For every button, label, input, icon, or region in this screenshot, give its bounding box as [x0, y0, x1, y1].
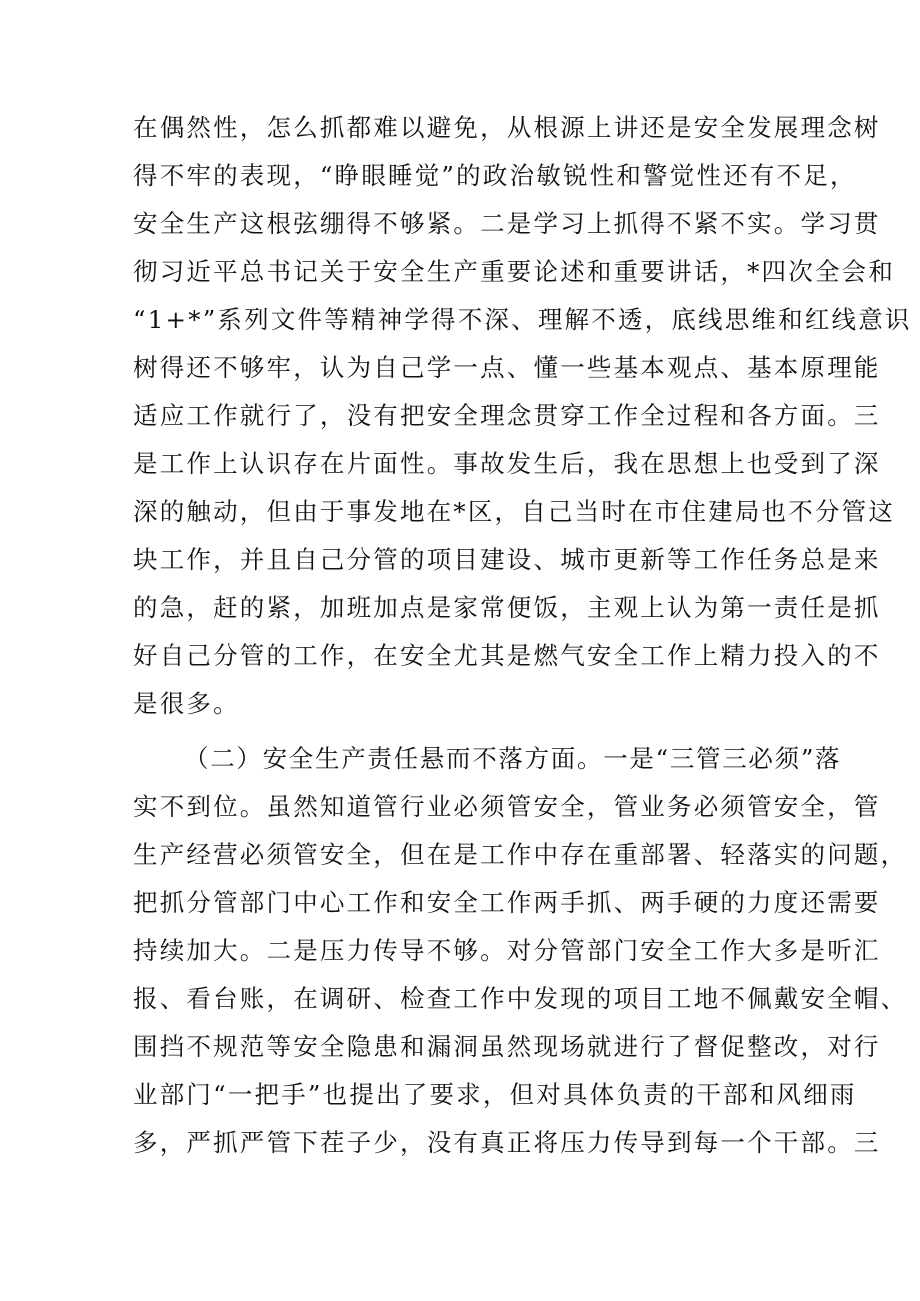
text-line: 生产经营必须管安全，但在是工作中存在重部署、轻落实的问题，	[133, 840, 908, 869]
text-line: 安全生产这根弦绷得不够紧。二是学习上抓得不紧不实。学习贯	[133, 209, 881, 238]
text-line: 持续加大。二是压力传导不够。对分管部门安全工作大多是听汇	[133, 936, 881, 965]
text-line: “1+*”系列文件等精神学得不深、理解不透，底线思维和红线意识	[133, 305, 912, 334]
text-line: 适应工作就行了，没有把安全理念贯穿工作全过程和各方面。三	[133, 401, 881, 430]
text-line: 是很多。	[133, 689, 240, 718]
text-line: 在偶然性，怎么抓都难以避免，从根源上讲还是安全发展理念树	[133, 113, 881, 142]
text-line: 围挡不规范等安全隐患和漏洞虽然现场就进行了督促整改，对行	[133, 1032, 881, 1061]
text-line: 业部门“一把手”也提出了要求，但对具体负责的干部和风细雨	[133, 1080, 857, 1109]
text-line: 块工作，并且自己分管的项目建设、城市更新等工作任务总是来	[133, 545, 881, 574]
text-line: 报、看台账，在调研、检查工作中发现的项目工地不佩戴安全帽、	[133, 984, 908, 1013]
text-line: 实不到位。虽然知道管行业必须管安全，管业务必须管安全，管	[133, 792, 881, 821]
text-line: 得不牢的表现，“睁眼睡觉”的政治敏锐性和警觉性还有不足，	[133, 161, 857, 190]
text-line: 好自己分管的工作，在安全尤其是燃气安全工作上精力投入的不	[133, 641, 881, 670]
text-line: 树得还不够牢，认为自己学一点、懂一些基本观点、基本原理能	[133, 353, 881, 382]
text-line: 彻习近平总书记关于安全生产重要论述和重要讲话，*四次全会和	[133, 257, 896, 286]
section-heading-line: （二）安全生产责任悬而不落方面。一是“三管三必须”落	[184, 744, 842, 773]
text-line: 把抓分管部门中心工作和安全工作两手抓、两手硬的力度还需要	[133, 888, 881, 917]
text-line: 是工作上认识存在片面性。事故发生后，我在思想上也受到了深	[133, 449, 881, 478]
text-line: 深的触动，但由于事发地在*区，自己当时在市住建局也不分管这	[133, 497, 896, 526]
text-line: 多，严抓严管下茬子少，没有真正将压力传导到每一个干部。三	[133, 1128, 881, 1157]
text-line: 的急，赶的紧，加班加点是家常便饭，主观上认为第一责任是抓	[133, 593, 881, 622]
